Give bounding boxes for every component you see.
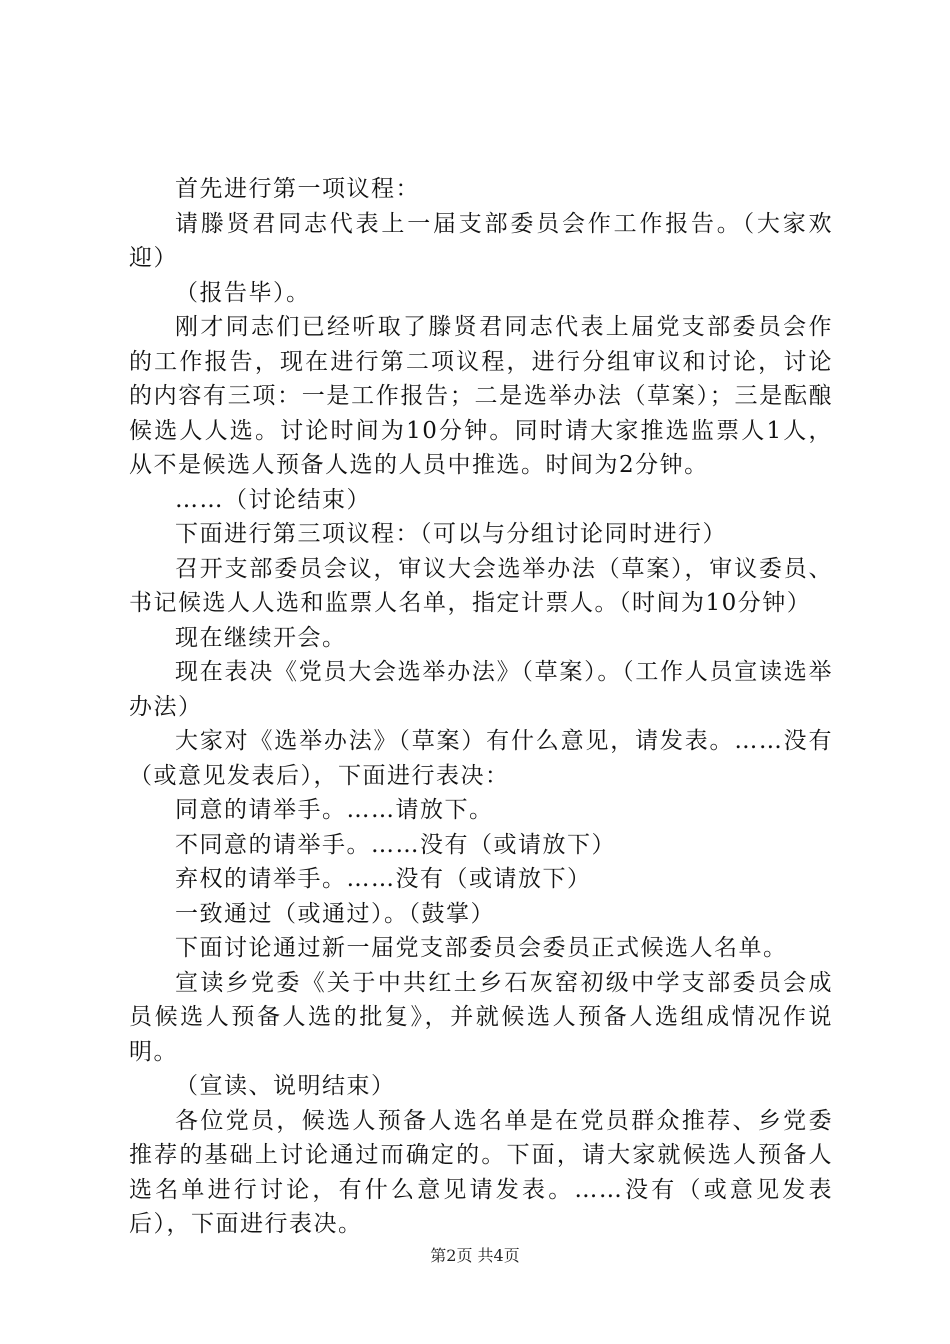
- paragraph-agree: 同意的请举手。……请放下。: [175, 797, 494, 823]
- paragraph-read-approval: 宣读乡党委《关于中共红土乡石灰窑初级中学支部委员会成员候选人预备人选的批复》，并就候选人预备人选组成情况作说明。: [129, 969, 833, 1065]
- paragraph-report-finished: （报告毕）。: [175, 279, 311, 306]
- paragraph-committee-meeting: 召开支部委员会议，审议大会选举办法（草案），审议委员、书记候选人人选和监票人名单，指定计票人。（时间为10分钟）: [129, 555, 833, 616]
- paragraph-agenda-2: 刚才同志们已经听取了滕贤君同志代表上届党支部委员会作的工作报告，现在进行第二项议程，进行分组审议和讨论，讨论的内容有三项：一是工作报告；二是选举办法（草案）；三是酝酿候选人人选。讨论时间为10分钟。同时请大家推选监票人1人，从不是候选人预备人选的人员中推选。时间为2分钟。: [129, 314, 833, 478]
- page-number-footer: 第2页 共4页: [430, 1246, 520, 1265]
- paragraph-resume-meeting: 现在继续开会。: [175, 624, 347, 651]
- paragraph-agenda-3: 下面进行第三项议程：（可以与分组讨论同时进行）: [175, 521, 727, 547]
- paragraph-opinions: 大家对《选举办法》（草案）有什么意见，请发表。……没有（或意见发表后），下面进行表决：: [129, 728, 833, 789]
- document-body: [129, 172, 833, 1242]
- paragraph-candidate-discussion: 各位党员，候选人预备人选名单是在党员群众推荐、乡党委推荐的基础上讨论通过而确定的。下面，请大家就候选人预备人选名单进行讨论，有什么意见请发表。……没有（或意见发表后），下面进行表决。: [129, 1107, 833, 1237]
- paragraph-discussion-end: ……（讨论结束）: [175, 486, 371, 513]
- paragraph-reading-end: （宣读、说明结束）: [175, 1073, 396, 1099]
- paragraph-candidate-list: 下面讨论通过新一届党支部委员会委员正式候选人名单。: [175, 935, 788, 961]
- paragraph-passed: 一致通过（或通过）。（鼓掌）: [175, 900, 495, 927]
- paragraph-work-report-request: 请滕贤君同志代表上一届支部委员会作工作报告。（大家欢迎）: [129, 210, 833, 271]
- paragraph-abstain: 弃权的请举手。……没有（或请放下）: [175, 866, 592, 892]
- paragraph-agenda-1: 首先进行第一项议程：: [175, 176, 420, 202]
- paragraph-vote-election-method: 现在表决《党员大会选举办法》（草案）。（工作人员宣读选举办法）: [129, 659, 833, 720]
- paragraph-disagree: 不同意的请举手。……没有（或请放下）: [175, 831, 616, 858]
